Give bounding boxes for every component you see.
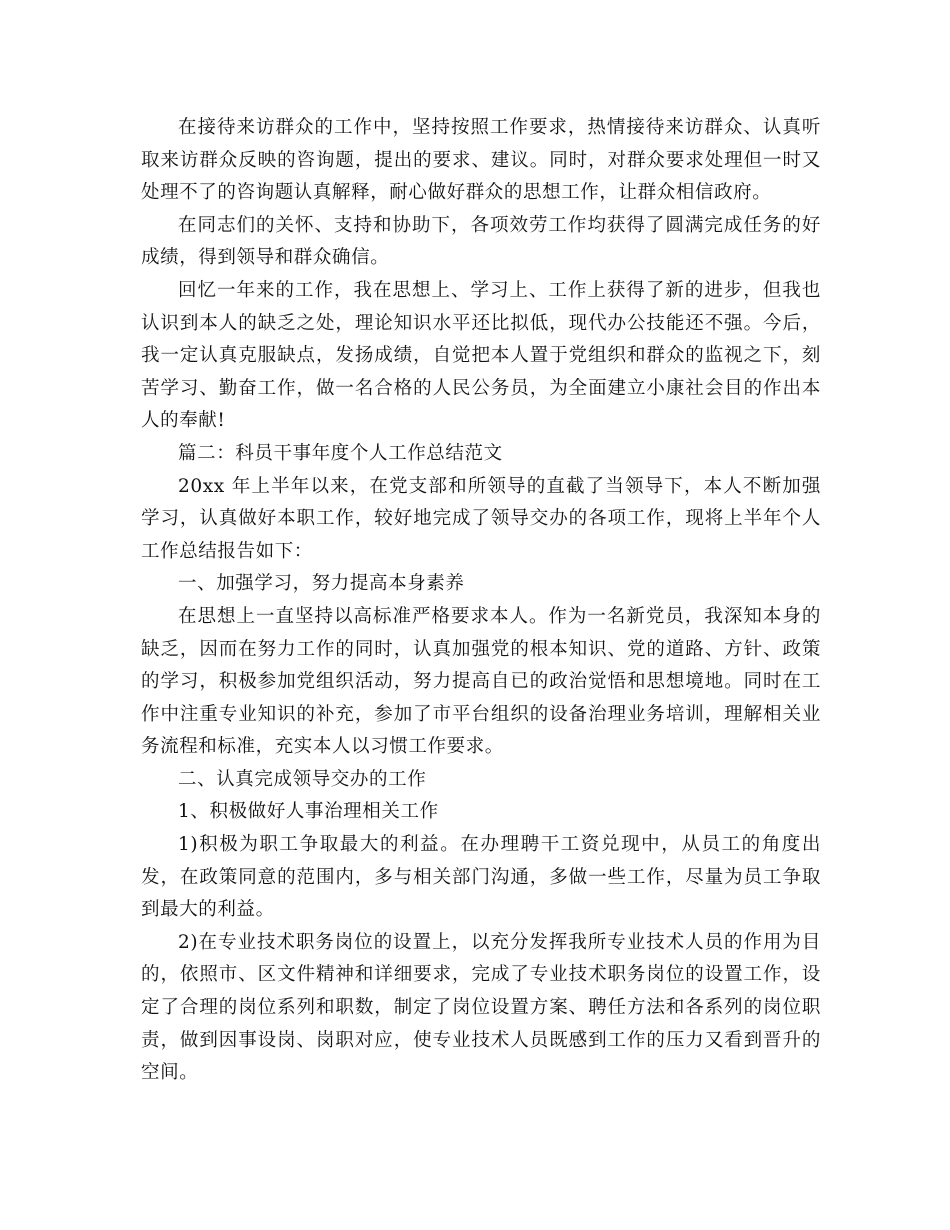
paragraph-service-results: 在同志们的关怀、支持和协助下，各项效劳工作均获得了圆满完成任务的好成绩，得到领导和群众确信。 (141, 214, 821, 269)
heading-complete-assigned-work: 二、认真完成领导交办的工作 (178, 768, 427, 790)
list-item-post-setting: 2)在专业技术职务岗位的设置上，以充分发挥我所专业技术人员的作用为目的，依照市、区文件精神和详细要求，完成了专业技术职务岗位的设置工作，设定了合理的岗位系列和职数，制定了岗位设置方案、聘任方法和各系列的岗位职责，做到因事设岗、岗职对应，使专业技术人员既感到工作的压力又看到晋升的空间。 (141, 931, 821, 1084)
paragraph-half-year-intro: 20xx 年上半年以来，在党支部和所领导的直截了当领导下，本人不断加强学习，认真做好本职工作，较好地完成了领导交办的各项工作，现将上半年个人工作总结报告如下： (141, 475, 821, 562)
subheading-personnel-management: 1、积极做好人事治理相关工作 (178, 801, 439, 823)
paragraph-learning-details: 在思想上一直坚持以高标准严格要求本人。作为一名新党员，我深知本身的缺乏，因而在努力工作的同时，认真加强党的根本知识、党的道路、方针、政策的学习，积极参加党组织活动，努力提高自已的政治觉悟和思想境地。同时在工作中注重专业知识的补充，参加了市平台组织的设备治理业务培训，理解相关业务流程和标准，充实本人以习惯工作要求。 (141, 605, 821, 758)
list-item-employee-benefits: 1)积极为职工争取最大的利益。在办理聘干工资兑现中，从员工的角度出发，在政策同意的范围内，多与相关部门沟通，多做一些工作，尽量为员工争取到最大的利益。 (141, 834, 821, 921)
heading-strengthen-learning: 一、加强学习，努力提高本身素养 (178, 573, 465, 595)
paragraph-reception-work: 在接待来访群众的工作中，坚持按照工作要求，热情接待来访群众、认真听取来访群众反映的咨询题，提出的要求、建议。同时，对群众要求处理但一时又处理不了的咨询题认真解释，耐心做好群众的思想工作，让群众相信政府。 (141, 117, 821, 204)
section-heading-part-two: 篇二：科员干事年度个人工作总结范文 (178, 442, 503, 464)
document-body (141, 112, 821, 1090)
paragraph-year-review: 回忆一年来的工作，我在思想上、学习上、工作上获得了新的进步，但我也认识到本人的缺乏之处，理论知识水平还比拟低，现代办公技能还不强。今后，我一定认真克服缺点，发扬成绩，自觉把本人置于党组织和群众的监视之下，刻苦学习、勤奋工作，做一名合格的人民公务员，为全面建立小康社会目的作出本人的奉献! (141, 279, 821, 432)
